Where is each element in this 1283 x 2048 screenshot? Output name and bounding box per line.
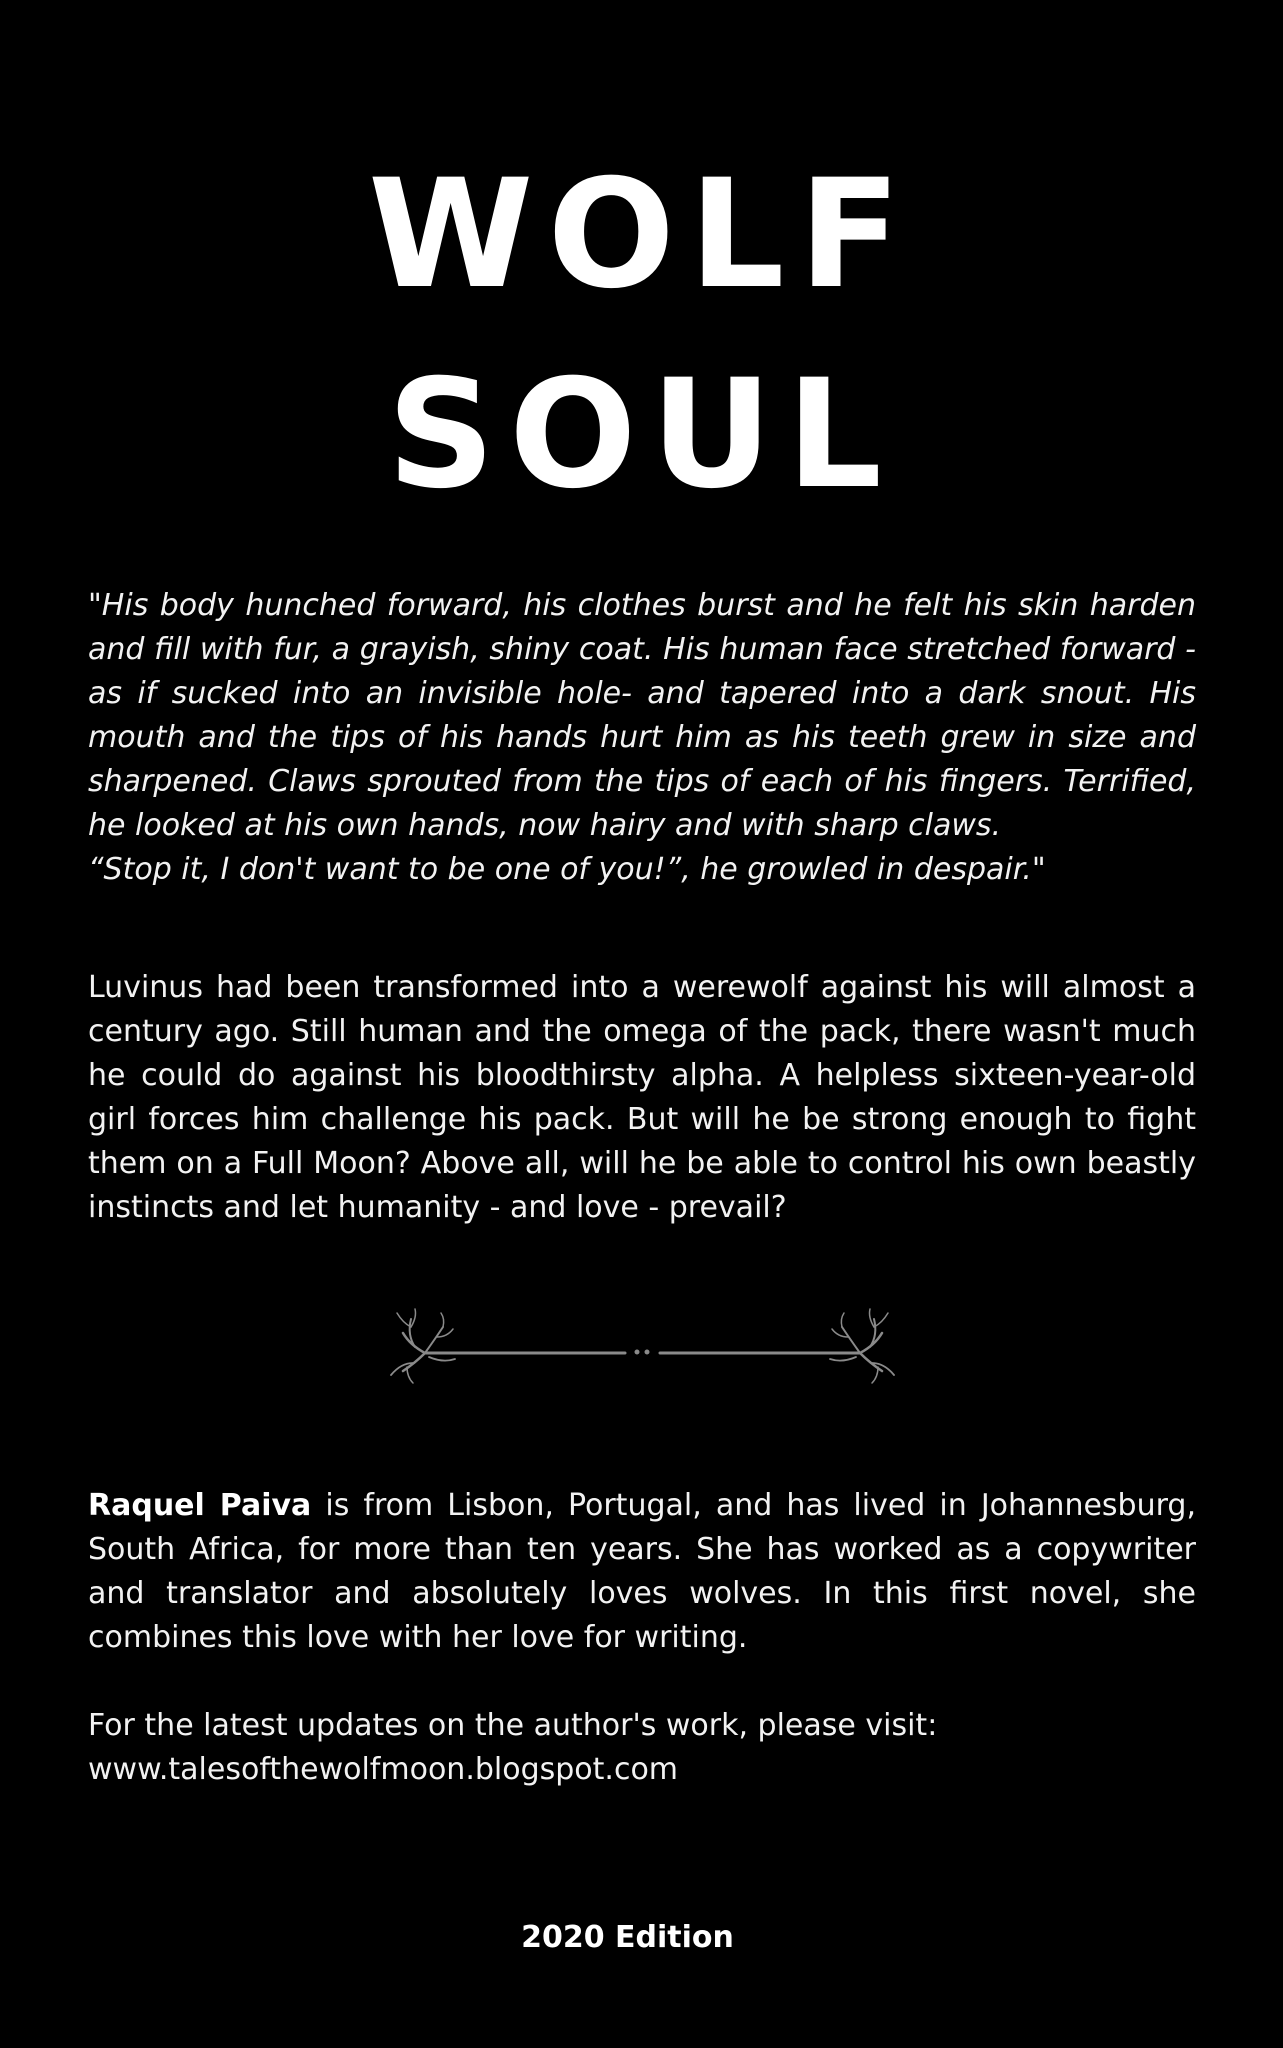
- author-website-link[interactable]: www.talesofthewolfmoon.blogspot.com: [88, 1752, 679, 1787]
- updates-text: For the latest updates on the author's work, please visit:: [88, 1708, 938, 1743]
- author-bio: [88, 1484, 1196, 1660]
- book-title-line-2: SOUL: [387, 348, 896, 522]
- author-bio-text: is from Lisbon, Portugal, and has lived in Johannesburg, South Africa, for more than ten years. She has worked as a copywriter and translator and absolutely loves wolves. In this first novel, she combines this love with her love for writing.: [88, 1488, 1196, 1655]
- excerpt-quote: [88, 584, 1196, 892]
- author-name: Raquel Paiva: [88, 1488, 312, 1523]
- excerpt-paragraph: "His body hunched forward, his clothes burst and he felt his skin harden and fill with fur, a grayish, shiny coat. His human face stretched forward -as if sucked into an invisible hole- and tapered into a dark snout. His mouth and the tips of his hands hurt him as his teeth grew in size and sharpened. Claws sprouted from the tips of each of his fingers. Terrified, he looked at his own hands, now hairy and with sharp claws.: [88, 588, 1196, 843]
- book-blurb: Luvinus had been transformed into a werewolf against his will almost a century ago. Still human and the omega of the pack, there wasn't much he could do against his bloodthirsty alpha. A helpless sixteen-year-old girl forces him challenge his pack. But will he be strong enough to fight them on a Full Moon? Above all, will he be able to control his own beastly instincts and let humanity - and love - prevail?: [88, 970, 1196, 1225]
- branch-divider-ornament: [385, 1305, 900, 1385]
- edition-label: 2020 Edition: [521, 1920, 734, 1955]
- book-title-line-1: WOLF: [367, 148, 915, 322]
- updates-note: [88, 1704, 1196, 1792]
- excerpt-dialogue: “Stop it, I don't want to be one of you!”, he growled in despair.": [88, 852, 1046, 887]
